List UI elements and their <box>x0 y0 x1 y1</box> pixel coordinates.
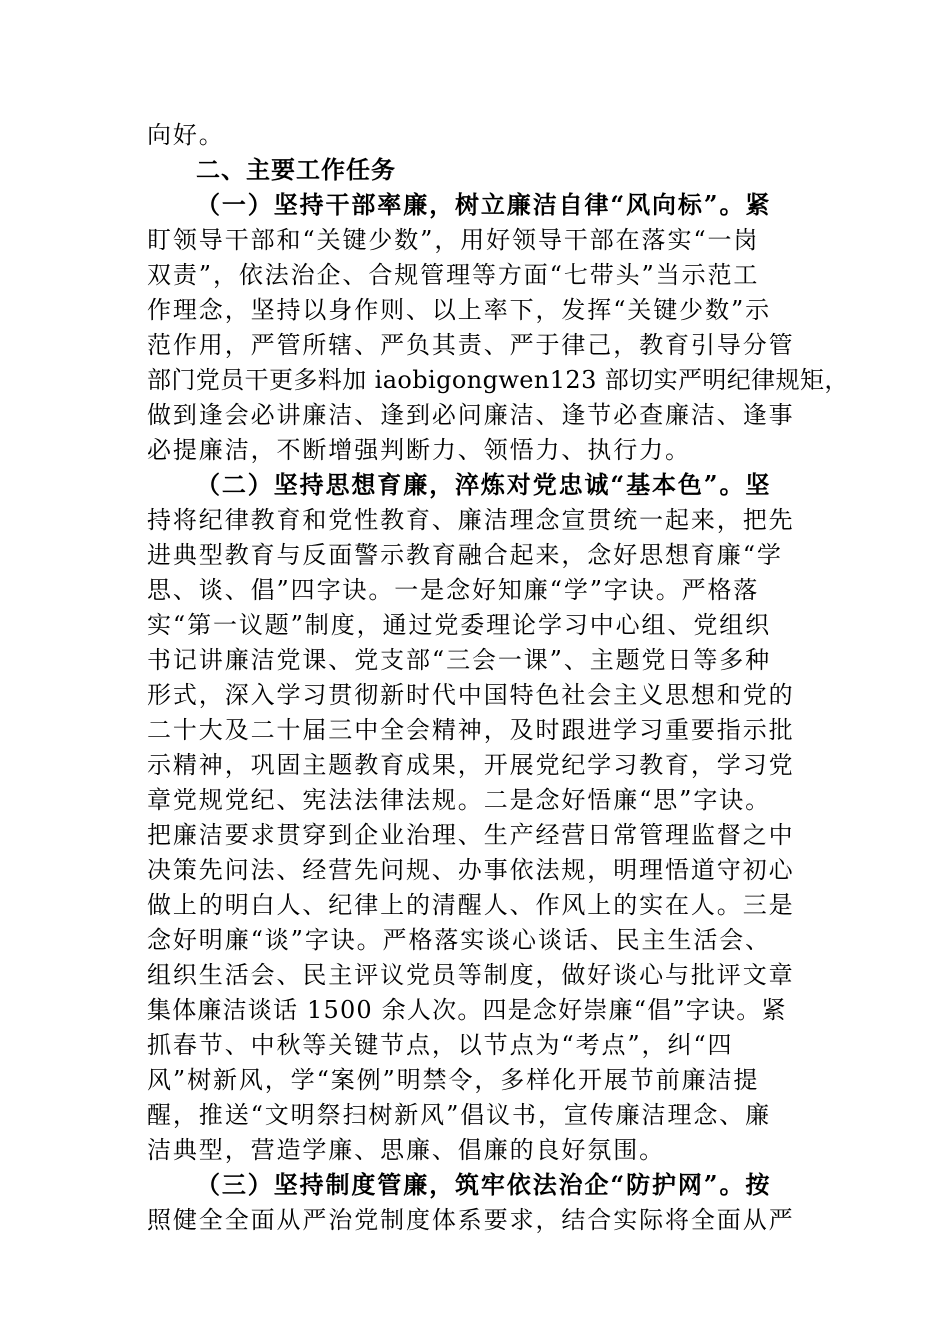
paragraph-line: 抓春节、中秋等关键节点，以节点为“考点”，纠“四 <box>147 1031 734 1059</box>
paragraph-line: 向好。 <box>147 121 225 149</box>
paragraph-line: 必提廉洁，不断增强判断力、领悟力、执行力。 <box>147 436 691 464</box>
paragraph-line: 作理念，坚持以身作则、以上率下，发挥“关键少数”示 <box>147 296 772 324</box>
paragraph-line: 盯领导干部和“关键少数”，用好领导干部在落实“一岗 <box>147 226 760 254</box>
paragraph-line: 二十大及二十届三中全会精神，及时跟进学习重要指示批 <box>147 716 795 744</box>
paragraph-line: 形式，深入学习贯彻新时代中国特色社会主义思想和党的 <box>147 681 795 709</box>
paragraph-line: 照健全全面从严治党制度体系要求，结合实际将全面从严 <box>147 1206 795 1234</box>
paragraph-line: 决策先问法、经营先问规、办事依法规，明理悟道守初心 <box>147 856 795 884</box>
paragraph-line: 进典型教育与反面警示教育融合起来，念好思想育廉“学 <box>147 541 783 569</box>
paragraph-line: 做到逢会必讲廉洁、逢到必问廉洁、逢节必查廉洁、逢事 <box>147 401 795 429</box>
paragraph-line: 思、谈、倡”四字诀。一是念好知廉“学”字诀。严格落 <box>147 576 760 604</box>
paragraph-line: 醒，推送“文明祭扫树新风”倡议书，宣传廉洁理念、廉 <box>147 1101 772 1129</box>
section-heading: 二、主要工作任务 <box>196 156 396 184</box>
paragraph-line: 做上的明白人、纪律上的清醒人、作风上的实在人。三是 <box>147 891 795 919</box>
paragraph-line: 书记讲廉洁党课、党支部“三会一课”、主题党日等多种 <box>147 646 772 674</box>
subsection-heading-line: （三）坚持制度管廉，筑牢依法治企“防护网”。按 <box>196 1170 772 1199</box>
paragraph-line: 实“第一议题”制度，通过党委理论学习中心组、党组织 <box>147 611 772 639</box>
paragraph-line: 集体廉洁谈话 1500 余人次。四是念好崇廉“倡”字诀。紧 <box>147 996 787 1024</box>
paragraph-line: 范作用，严管所辖、严负其责、严于律己，教育引导分管 <box>147 331 795 359</box>
paragraph-line: 部门党员干更多料加 iaobigongwen123 部切实严明纪律规矩， <box>147 366 849 394</box>
subsection-heading-line: （二）坚持思想育廉，淬炼对党忠诚“基本色”。坚 <box>196 470 772 499</box>
paragraph-line: 章党规党纪、宪法法律法规。二是念好悟廉“思”字诀。 <box>147 786 772 814</box>
subsection-heading-line: （一）坚持干部率廉，树立廉洁自律“风向标”。紧 <box>196 190 772 219</box>
paragraph-line: 洁典型，营造学廉、思廉、倡廉的良好氛围。 <box>147 1136 665 1164</box>
paragraph-line: 念好明廉“谈”字诀。严格落实谈心谈话、民主生活会、 <box>147 926 772 954</box>
paragraph-line: 持将纪律教育和党性教育、廉洁理念宣贯统一起来，把先 <box>147 506 795 534</box>
paragraph-line: 组织生活会、民主评议党员等制度，做好谈心与批评文章 <box>147 961 795 989</box>
paragraph-line: 把廉洁要求贯穿到企业治理、生产经营日常管理监督之中 <box>147 821 795 849</box>
paragraph-line: 风”树新风，学“案例”明禁令，多样化开展节前廉洁提 <box>147 1066 760 1094</box>
paragraph-line: 双责”，依法治企、合规管理等方面“七带头”当示范工 <box>147 261 760 289</box>
paragraph-line: 示精神，巩固主题教育成果，开展党纪学习教育，学习党 <box>147 751 795 779</box>
